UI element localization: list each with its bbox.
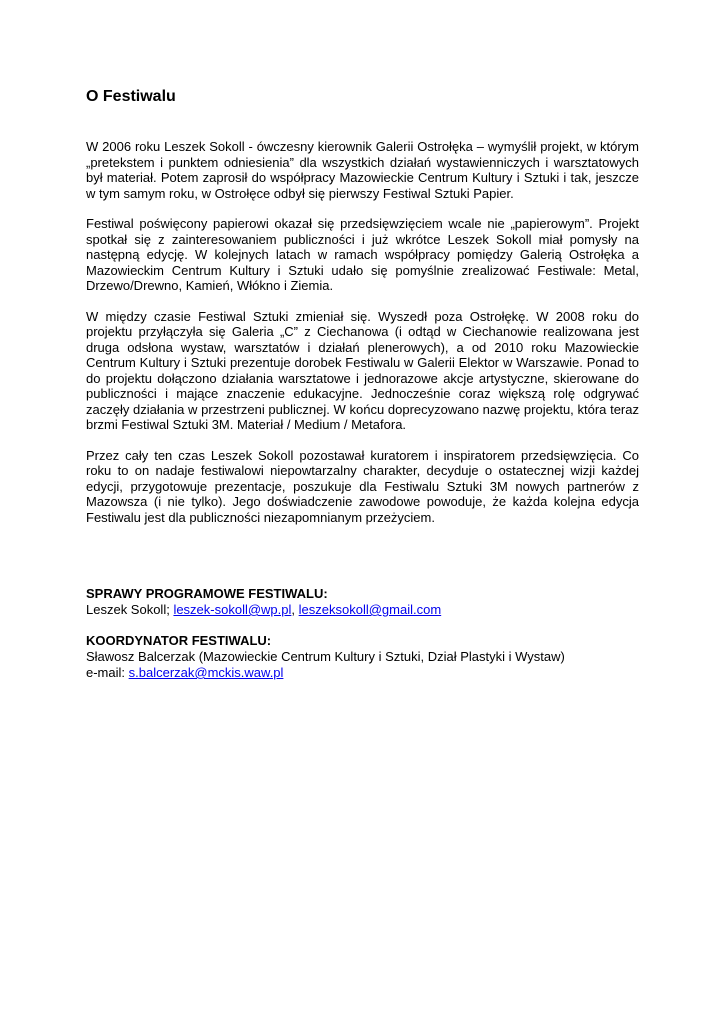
contact-section	[86, 586, 639, 696]
paragraph-3: W między czasie Festiwal Sztuki zmieniał się. Wyszedł poza Ostrołękę. W 2008 roku do projektu przyłączyła się Galeria „C” z Ciechanowa (i odtąd w Ciechanowie realizowana jest druga odsłona wystaw, warsztatów i działań plenerowych), a od 2010 roku Mazowieckie Centrum Kultury i Sztuki prezentuje dorobek Festiwalu w Galerii Elektor w Warszawie. Ponad to do projektu dołączono działania warsztatowe i jednorazowe akcje artystyczne, skierowane do publiczności i mające znaczenie edukacyjne. Jednocześnie coraz większą rolę odgrywać zaczęły działania w przestrzeni publicznej. W końcu doprecyzowano nazwę projektu, która teraz brzmi Festiwal Sztuki 3M. Materiał / Medium / Metafora.	[86, 308, 639, 432]
coordinator-email-line	[86, 665, 639, 681]
page-title: O Festiwalu	[86, 88, 176, 105]
email-link-coordinator[interactable]: s.balcerzak@mckis.waw.pl	[128, 665, 284, 680]
program-heading: SPRAWY PROGRAMOWE FESTIWALU:	[86, 586, 328, 601]
program-contact-name: Leszek Sokoll;	[86, 602, 174, 617]
coordinator-name: Sławosz Balcerzak (Mazowieckie Centrum Kultury i Sztuki, Dział Plastyki i Wystaw)	[86, 649, 565, 664]
email-link-wp[interactable]: leszek-sokoll@wp.pl	[173, 602, 292, 617]
paragraph-1: W 2006 roku Leszek Sokoll - ówczesny kierownik Galerii Ostrołęka – wymyślił projekt, w którym „pretekstem i punktem odniesienia” dla wszystkich działań wystawienniczych i warsztatowych był materiał. Potem zaprosił do współpracy Mazowieckie Centrum Kultury i Sztuki i tak, jeszcze w tym samym roku, w Ostrołęce odbył się pierwszy Festiwal Sztuki Papier.	[86, 139, 639, 201]
program-contact-line	[86, 602, 639, 618]
email-link-gmail[interactable]: leszeksokoll@gmail.com	[298, 602, 442, 617]
coordinator-heading: KOORDYNATOR FESTIWALU:	[86, 633, 272, 648]
paragraph-2: Festiwal poświęcony papierowi okazał się przedsięwzięciem wcale nie „papierowym”. Projekt spotkał się z zainteresowaniem publiczności i już wkrótce Leszek Sokoll miał pomysły na następną edycję. W kolejnych latach w ramach współpracy pomiędzy Galerią Ostrołęka a Mazowieckim Centrum Kultury i Sztuki udało się pomyślnie zrealizować Festiwale: Metal, Drzewo/Drewno, Kamień, Włókno i Ziemia.	[86, 216, 639, 293]
coordinator-email-label: e-mail:	[86, 665, 129, 680]
coordinator-contact	[86, 633, 639, 681]
article-body	[86, 139, 639, 540]
program-contact	[86, 586, 639, 618]
email-separator: ,	[291, 602, 299, 617]
paragraph-4: Przez cały ten czas Leszek Sokoll pozostawał kuratorem i inspiratorem przedsięwzięcia. Co roku to on nadaje festiwalowi niepowtarzalny charakter, decyduje o ostatecznej wizji każdej edycji, przygotowuje prezentacje, poszukuje dla Festiwalu Sztuki 3M nowych partnerów z Mazowsza (i nie tylko). Jego doświadczenie zawodowe powoduje, że każda kolejna edycja Festiwalu jest dla publiczności niezapomnianym przeżyciem.	[86, 447, 639, 525]
